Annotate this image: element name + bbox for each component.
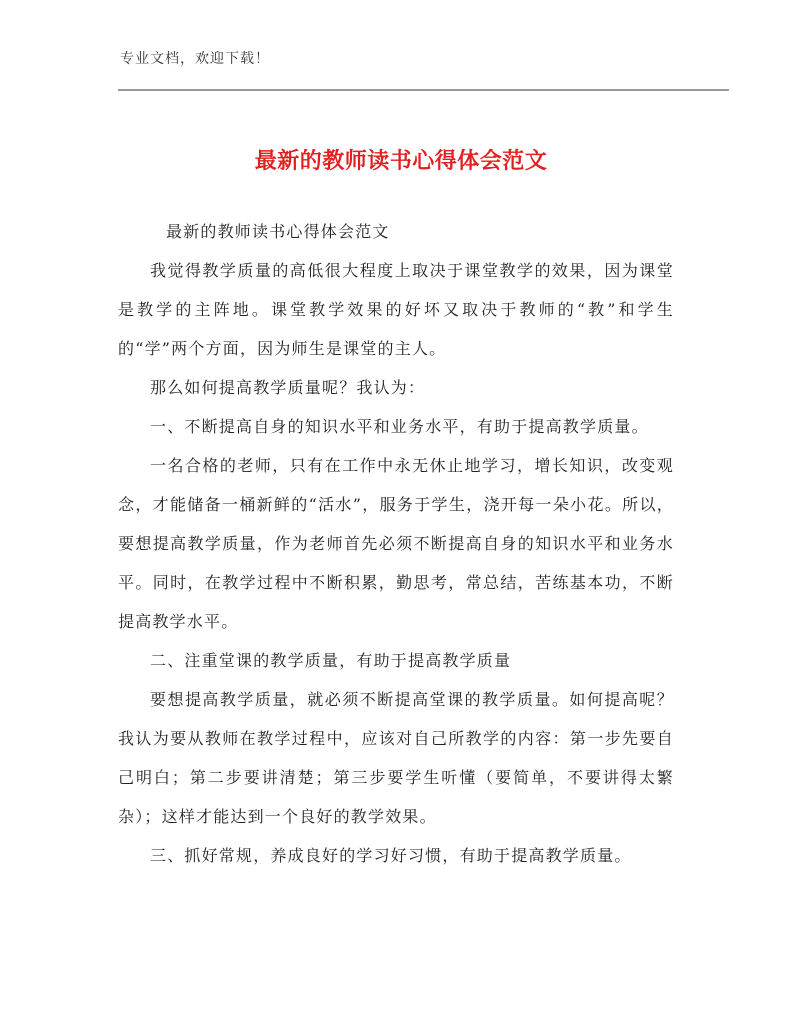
paragraph-intro: 我觉得教学质量的高低很大程度上取决于课堂教学的效果，因为课堂是教学的主阵地。课堂教学效果的好坏又取决于教师的“教”和学生的“学”两个方面，因为师生是课堂的主人。 — [118, 261, 674, 358]
paragraph-question: 那么如何提高教学质量呢？我认为： — [150, 378, 426, 397]
paragraph-point-one-heading: 一、不断提高自身的知识水平和业务水平，有助于提高教学质量。 — [150, 417, 649, 436]
paragraph-point-two-body: 要想提高教学质量，就必须不断提高堂课的教学质量。如何提高呢？我认为要从教师在教学过程中，应该对自己所教学的内容：第一步先要自己明白；第二步要讲清楚；第三步要学生听懂（要简单，不要讲得太繁杂）；这样才能达到一个良好的教学效果。 — [118, 690, 674, 826]
document-subtitle: 最新的教师读书心得体会范文 — [166, 222, 390, 241]
paragraph-point-one-body: 一名合格的老师，只有在工作中永无休止地学习，增长知识，改变观念，才能储备一桶新鲜的“活水”，服务于学生，浇开每一朵小花。所以，要想提高教学质量，作为老师首先必须不断提高自身的知识水平和业务水平。同时，在教学过程中不断积累，勤思考，常总结，苦练基本功，不断提高教学水平。 — [118, 456, 674, 631]
paragraph-point-two-heading: 二、注重堂课的教学质量，有助于提高教学质量 — [150, 651, 512, 670]
paragraph-point-three-heading: 三、抓好常规，养成良好的学习好习惯，有助于提高教学质量。 — [150, 846, 632, 865]
header-note: 专业文档，欢迎下载！ — [120, 51, 270, 67]
document-body — [118, 212, 674, 875]
header-divider — [118, 89, 729, 91]
document-title: 最新的教师读书心得体会范文 — [254, 149, 548, 174]
